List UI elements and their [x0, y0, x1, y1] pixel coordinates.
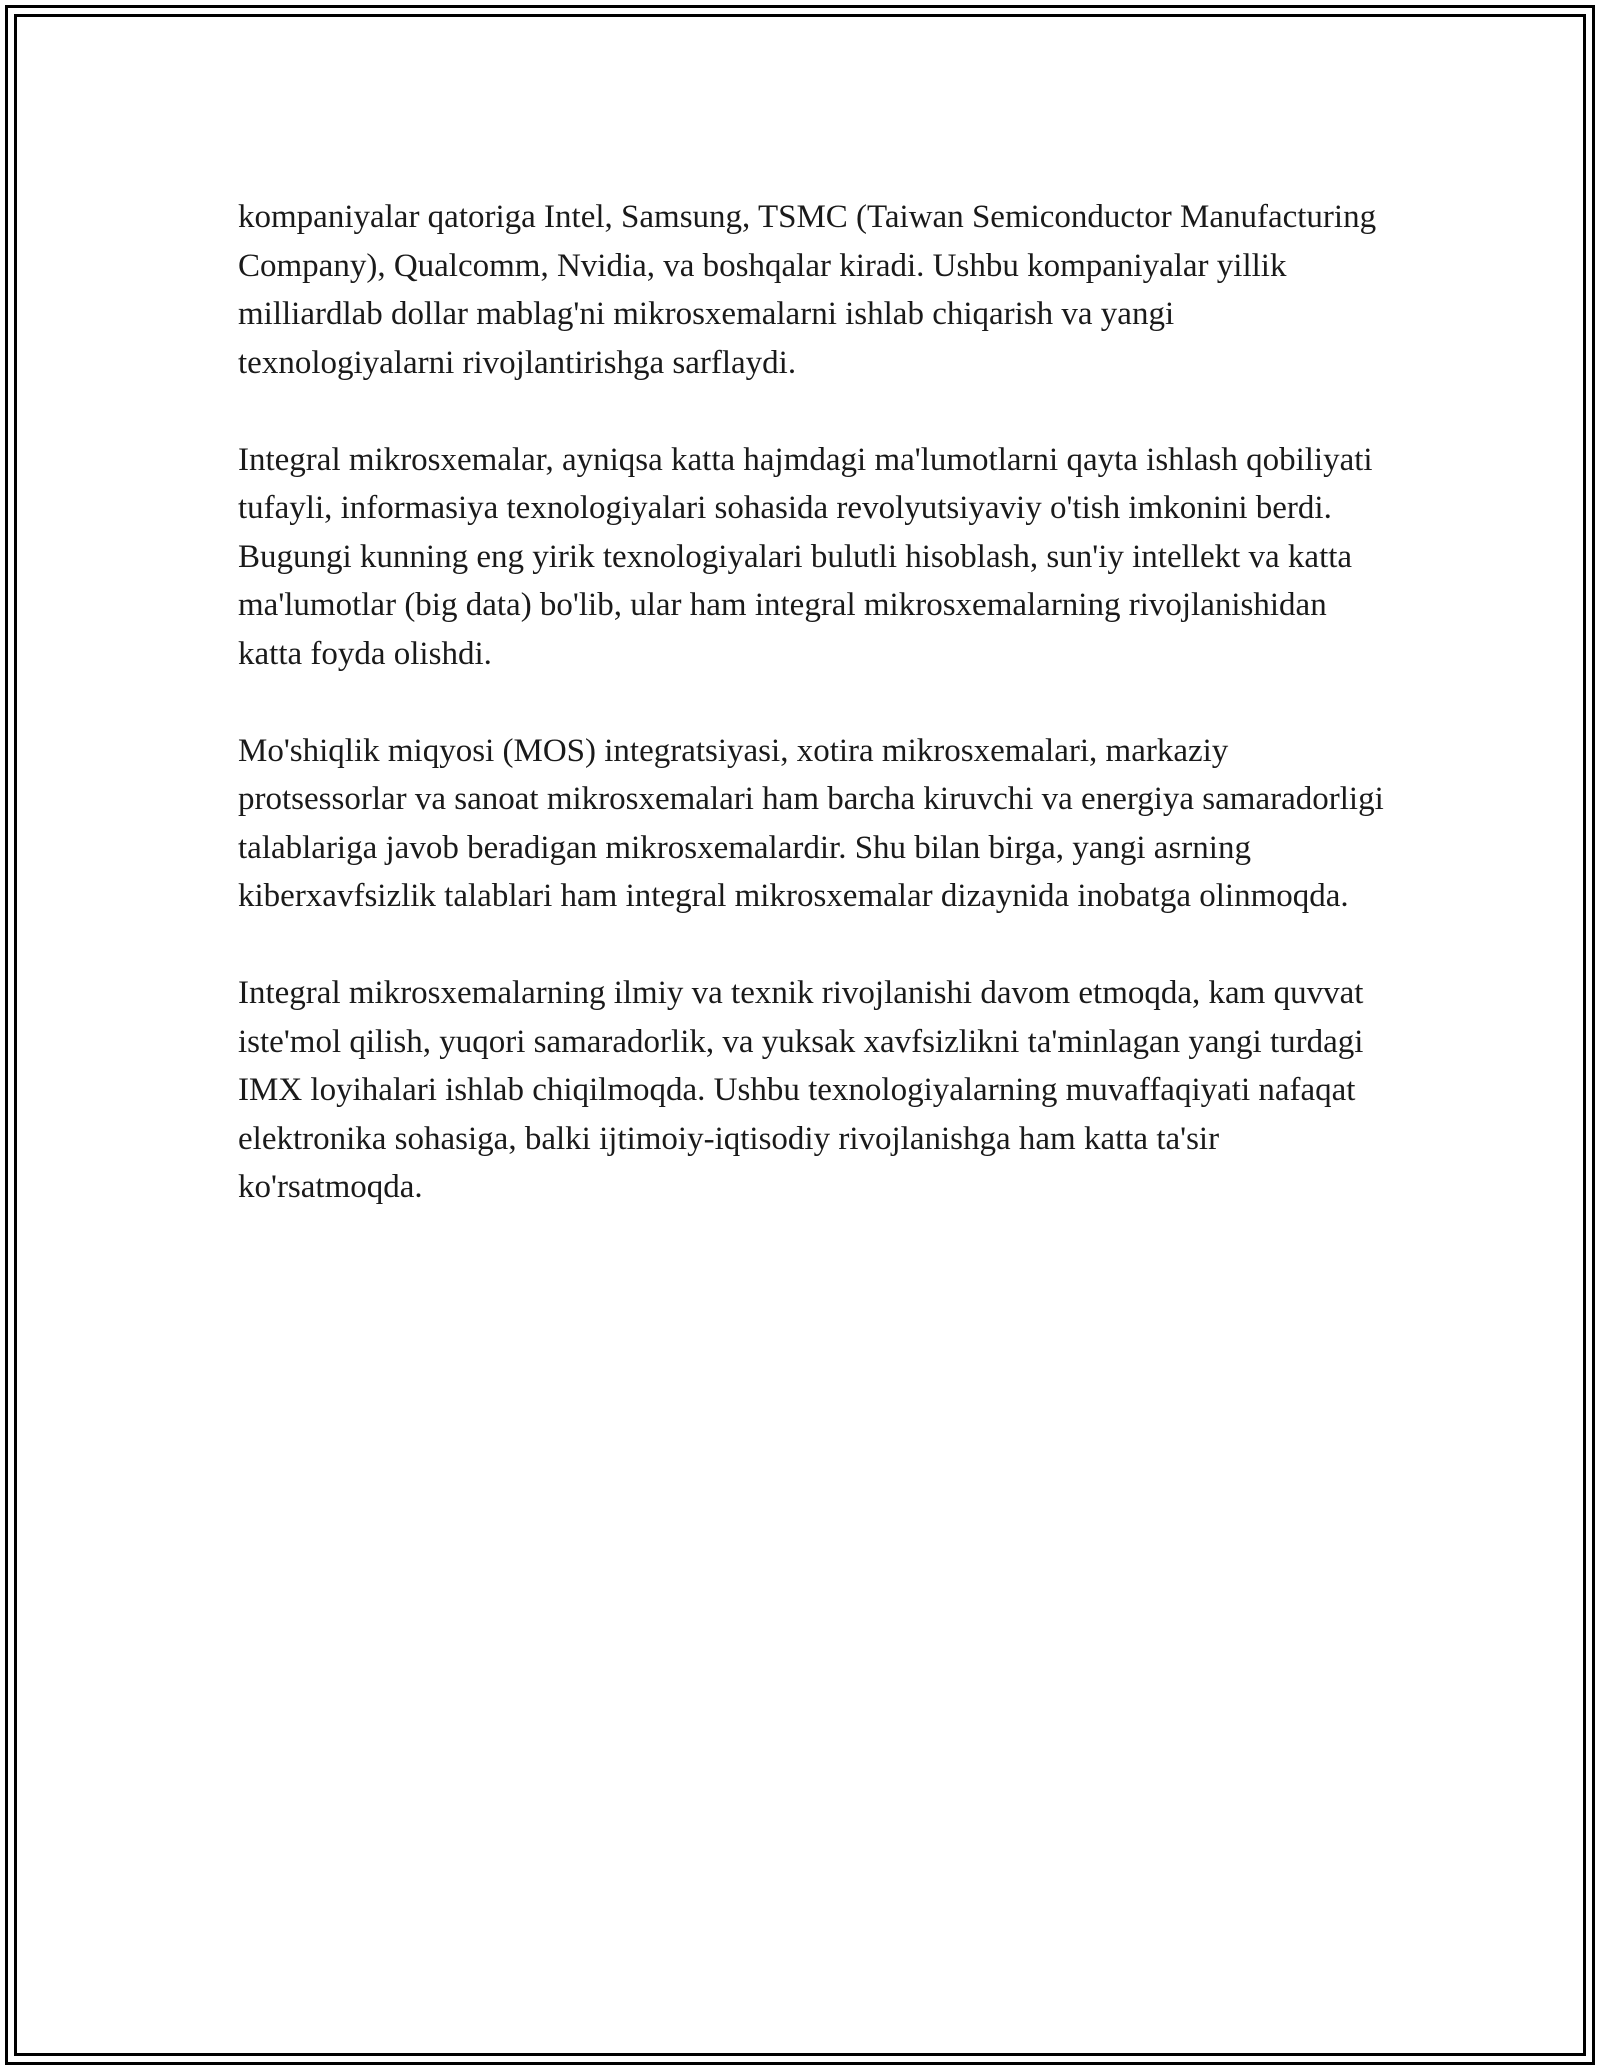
paragraph-1: kompaniyalar qatoriga Intel, Samsung, TSMC (Taiwan Semiconductor Manufacturing Company), Qualcomm, Nvidia, va boshqalar kiradi. Ushbu kompaniyalar yillik milliardlab dollar mablag'ni mikrosxemalarni ishlab chiqarish va yangi texnologiyalarni rivojlantirishga sarflaydi.	[238, 199, 1377, 381]
document-body	[238, 193, 1398, 1260]
page-border	[5, 5, 1595, 2065]
paragraph-3: Mo'shiqlik miqyosi (MOS) integratsiyasi, xotira mikrosxemalari, markaziy protsessorlar va sanoat mikrosxemalari ham barcha kiruvchi va energiya samaradorligi talablariga javob beradigan mikrosxemalardir. Shu bilan birga, yangi asrning kiberxavfsizlik talablari ham integral mikrosxemalar dizaynida inobatga olinmoqda.	[238, 732, 1384, 914]
paragraph-4: Integral mikrosxemalarning ilmiy va texnik rivojlanishi davom etmoqda, kam quvvat iste'mol qilish, yuqori samaradorlik, va yuksak xavfsizlikni ta'minlagan yangi turdagi IMX loyihalari ishlab chiqilmoqda. Ushbu texnologiyalarning muvaffaqiyati nafaqat elektronika sohasiga, balki ijtimoiy-iqtisodiy rivojlanishga ham katta ta'sir ko'rsatmoqda.	[238, 975, 1364, 1205]
paragraph-2: Integral mikrosxemalar, ayniqsa katta hajmdagi ma'lumotlarni qayta ishlash qobiliyati tufayli, informasiya texnologiyalari sohasida revolyutsiyaviy o'tish imkonini berdi. Bugungi kunning eng yirik texnologiyalari bulutli hisoblash, sun'iy intellekt va katta ma'lumotlar (big data) bo'lib, ular ham integral mikrosxemalarning rivojlanishidan katta foyda olishdi.	[238, 441, 1373, 672]
